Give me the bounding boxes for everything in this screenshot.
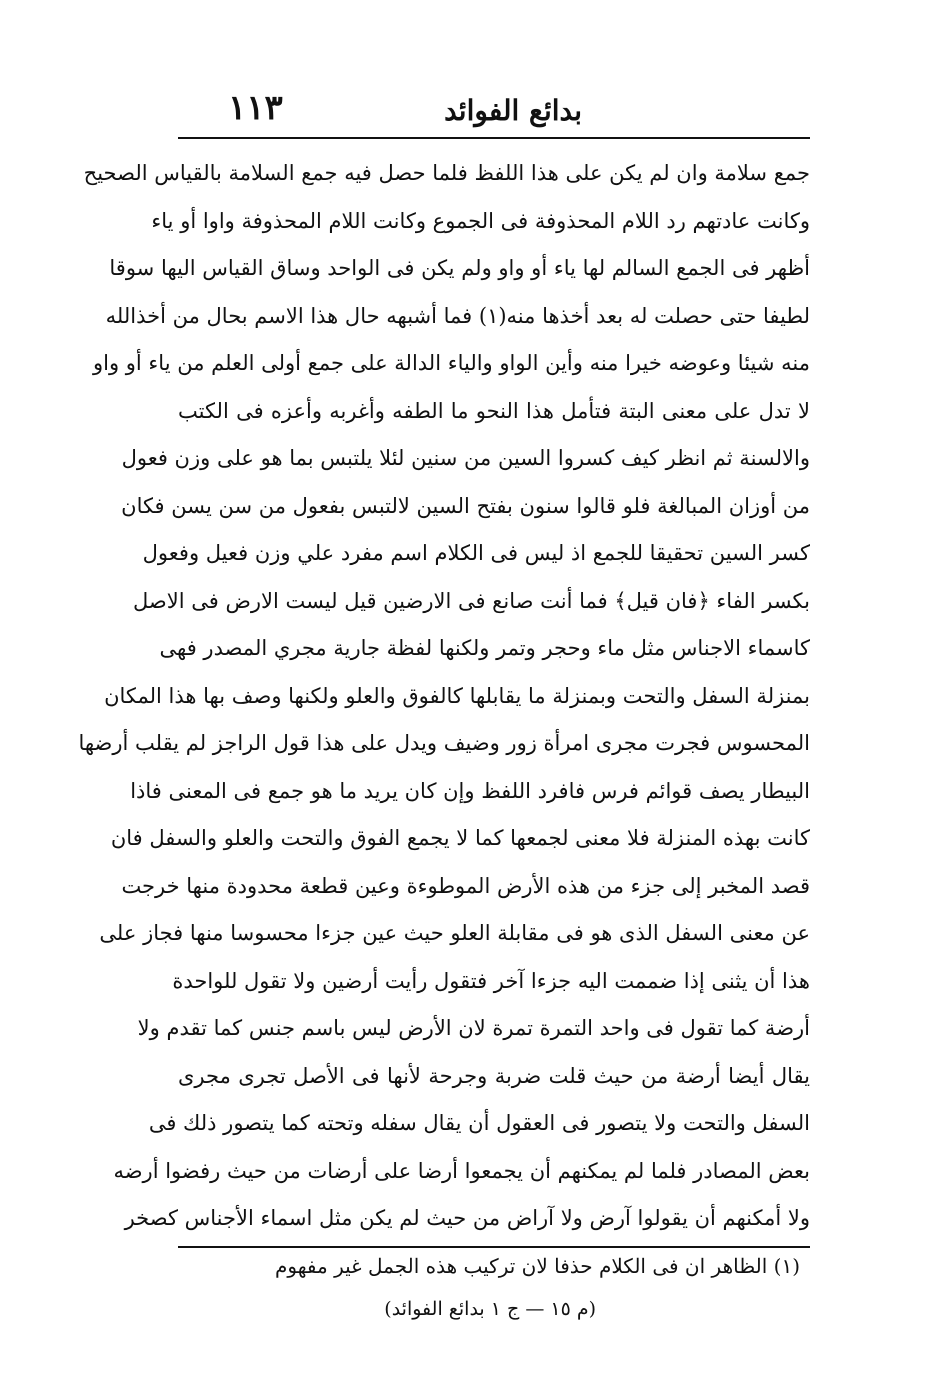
text-line: أرضة كما تقول فى واحد التمرة تمرة لان الأرض ليس باسم جنس كما تقدم ولا	[137, 1016, 810, 1040]
text-line: قصد المخبر إلى جزء من هذه الأرض الموطوءة وعين قطعة محدودة منها خرجت	[121, 873, 810, 898]
text-line: جمع سلامة وان لم يكن على هذا اللفظ فلما حصل فيه جمع السلامة بالقياس الصحيح	[83, 161, 810, 185]
text-line: لطيفا حتى حصلت له بعد أخذها منه(١) فما أشبهه حال هذا الاسم بحال من أخذالله	[105, 303, 810, 328]
text-line: من أوزان المبالغة فلو قالوا سنون بفتح السين لالتبس بفعول من سن يسن فكان	[121, 493, 810, 518]
footnote: (١) الظاهر ان فى الكلام حذفا لان تركيب هذه الجمل غير مفهوم	[274, 1254, 800, 1278]
text-line: السفل والتحت ولا يتصور فى العقول أن يقال سفله وتحته كما يتصور ذلك فى	[148, 1111, 810, 1135]
main-text	[78, 150, 810, 1243]
printer-signature: (م ١٥ — ج ١ بدائع الفوائد)	[384, 1298, 596, 1320]
text-line: كانت بهذه المنزلة فلا معنى لجمعها كما لا يجمع الفوق والتحت والعلو والسفل فان	[110, 826, 810, 850]
text-line: يقال أيضا أرضة من حيث قلت ضربة وجرحة لأنها فى الأصل تجرى مجرى	[178, 1063, 810, 1088]
text-line: أظهر فى الجمع السالم لها ياء أو واو ولم يكن فى الواحد وساق القياس اليها سوقا	[109, 256, 810, 280]
page-number: ١١٣	[228, 88, 283, 128]
text-line: بعض المصادر فلما لم يمكنهم أن يجمعوا أرضا على أرضات من حيث رفضوا أرضه	[113, 1158, 810, 1183]
text-line: عن معنى السفل الذى هو فى مقابلة العلو حيث عين جزءا محسوسا منها فجاز على	[99, 921, 810, 945]
text-line: البيطار يصف قوائم فرس فافرد اللفظ وإن كان يريد ما هو جمع فى المعنى فاذا	[130, 778, 810, 803]
text-line: كسر السين تحقيقا للجمع اذ ليس فى الكلام اسم مفرد علي وزن فعيل وفعول	[142, 541, 810, 565]
running-title: بدائع الفوائد	[444, 94, 582, 127]
footnote-rule	[178, 1246, 810, 1248]
text-line: هذا أن يثنى إذا ضممت اليه جزءا آخر فتقول رأيت أرضين ولا تقول للواحدة	[172, 968, 810, 993]
text-line: وكانت عادتهم رد اللام المحذوفة فى الجموع وكانت اللام المحذوفة واوا أو ياء	[151, 208, 810, 233]
text-line: بكسر الفاء ﴿فان قيل﴾ فما أنت صانع فى الارضين قيل ليست الارض فى الاصل	[133, 588, 810, 613]
text-line: كاسماء الاجناس مثل ماء وحجر وتمر ولكنها لفظة جارية مجري المصدر فهى	[159, 636, 810, 660]
text-line: ولا أمكنهم أن يقولوا آرض ولا آراض من حيث لم يكن مثل اسماء الأجناس كصخر	[124, 1206, 810, 1230]
page-header	[178, 88, 810, 136]
header-rule	[178, 137, 810, 139]
text-line: منه شيئا وعوضه خيرا منه وأين الواو والياء الدالة على جمع أولى العلم من ياء أو واو	[92, 351, 810, 375]
text-line: المحسوس فجرت مجرى امرأة زور وضيف ويدل على هذا قول الراجز لم يقلب أرضها	[78, 731, 810, 755]
text-line: والالسنة ثم انظر كيف كسروا السين من سنين لئلا يلتبس بما هو على وزن فعول	[121, 446, 810, 470]
text-line: بمنزلة السفل والتحت وبمنزلة ما يقابلها كالفوق والعلو ولكنها وصف بها هذا المكان	[104, 683, 810, 708]
text-line: لا تدل على معنى البتة فتأمل هذا النحو ما الطفه وأغربه وأعزه فى الكتب	[178, 398, 810, 423]
